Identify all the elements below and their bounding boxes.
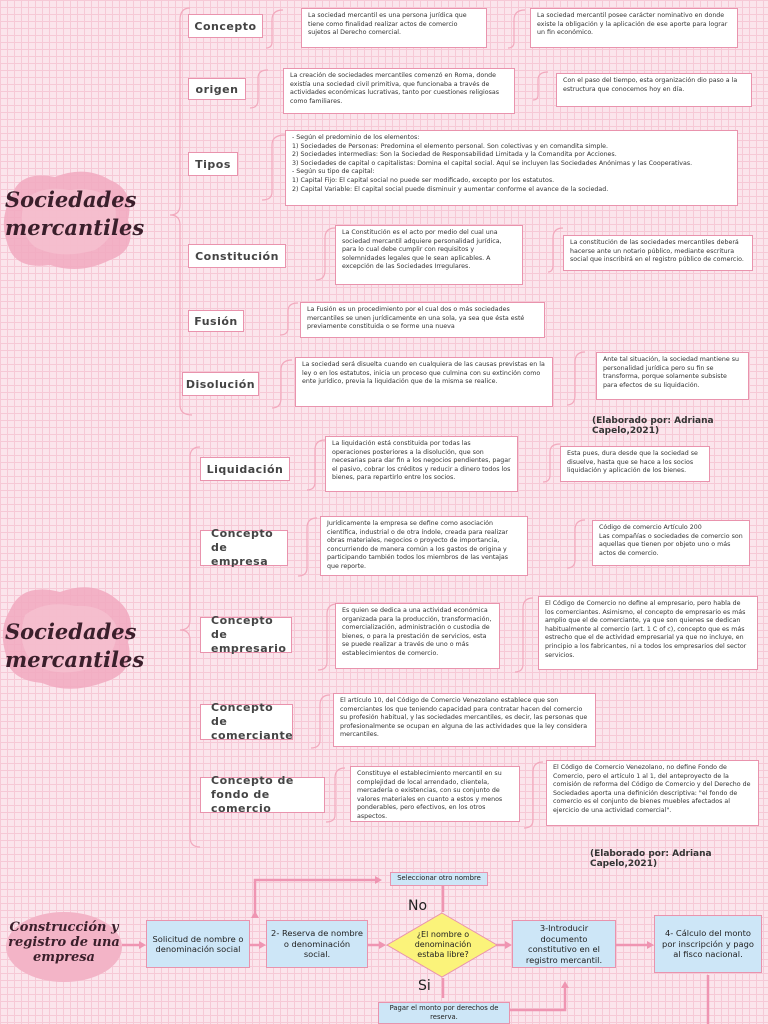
liquidacion-text-1: La liquidación está constituida por todas las operaciones posteriores a la disolución, que son necesarias para dar fin a los negocios pendientes, pagar el pasivo, cobrar los créditos y reducir a dinero todos los bienes, para repartirlo entre los socios.: [325, 436, 518, 492]
label-concepto-comerciante: Concepto de comerciante: [200, 704, 293, 740]
tipos-text: - Según el predominio de los elementos: 1) Sociedades de Personas: Predomina el elemento personal. Son colectivas y en comandita simple. 2) Sociedades intermedias: Son la Sociedad de Responsabilidad Limitada y la Comandita por Acciones. 3) Sociedades de capital o capitalistas: Domina el capital social. Aquí se incluyen las Sociedades Anónimas y las Cooperativas. - Según su tipo de capital: 1) Capital Fijo: El capital social no puede ser modificado, excepto por los estatutos. 2) Capital Variable: El capital social puede disminuir y aumentar conforme el avance de la sociedad.: [285, 130, 738, 206]
decision-text: ¿El nombre o denominación estaba libre?: [414, 930, 472, 959]
disolucion-text-2: Ante tal situación, la sociedad mantiene su personalidad jurídica pero su fin se transforma, porque solamente subsiste para efectos de su liquidación.: [596, 352, 749, 400]
label-disolucion: Disolución: [182, 372, 259, 396]
pay-reservation-box: Pagar el monto por derechos de reserva.: [378, 1002, 510, 1024]
constitucion-text-2: La constitución de las sociedades mercantiles deberá hacerse ante un notario público, mediante escritura social que inscribirá en el registro público de comercio.: [563, 235, 753, 271]
label-origen: origen: [188, 78, 246, 100]
section2-title: Sociedades mercantiles: [5, 619, 145, 672]
select-other-name-box: Seleccionar otro nombre: [390, 872, 488, 886]
step-calculo: 4- Cálculo del monto por inscripción y pago al fisco nacional.: [654, 915, 762, 973]
no-label: No: [408, 898, 428, 914]
label-tipos: Tipos: [188, 152, 238, 176]
yes-label: Si: [418, 978, 431, 994]
constitucion-text-1: La Constitución es el acto por medio del cual una sociedad mercantil adquiere personalidad jurídica, para lo cual debe cumplir con requisitos y solemnidades legales que le sean aplicables. A excepción de las Sociedades Irregulares.: [335, 225, 523, 285]
label-fusion: Fusión: [188, 310, 244, 332]
label-concepto-empresario: Concepto de empresario: [200, 617, 292, 653]
fusion-text: La Fusión es un procedimiento por el cual dos o más sociedades mercantiles se unen jurídicamente en una sola, ya sea que ésta esté previamente constituida o se forme una nueva: [300, 302, 545, 338]
origen-text-2: Con el paso del tiempo, esta organización dio paso a la estructura que conocemos hoy en día.: [556, 73, 752, 107]
label-concepto: Concepto: [188, 14, 263, 38]
empresario-text-2: El Código de Comercio no define al empresario, pero habla de los comerciantes. Asimismo, el concepto de empresario es más amplio que el de comerciante, ya que son quienes se dedican habitualmente al comercio (art. 1 C of c), concepto que es más estrecho que el de actividad empresarial ya que no incluye, en principio a los fabricantes, ni a todos los empresarios del sector servicios.: [538, 596, 758, 670]
disolucion-text-1: La sociedad será disuelta cuando en cualquiera de las causas previstas en la ley o en los estatutos, inicia un proceso que culmina con su extinción como ente jurídico, previa la liquidación que de la misma se realice.: [295, 357, 553, 407]
empresario-text-1: Es quien se dedica a una actividad económica organizada para la producción, transformación, comercialización, administración o custodia de bienes, o para la prestación de servicios, esta se puede realizar a través de uno o más establecimientos de comercio.: [335, 603, 500, 669]
concepto-text-1: La sociedad mercantil es una persona jurídica que tiene como finalidad realizar actos de comercio sujetos al Derecho comercial.: [301, 8, 487, 48]
label-concepto-empresa: Concepto de empresa: [200, 530, 288, 566]
label-constitucion: Constitución: [188, 244, 286, 268]
flow-title: Construcción y registro de una empresa: [8, 920, 120, 965]
origen-text-1: La creación de sociedades mercantiles comenzó en Roma, donde existía una sociedad civil primitiva, que funcionaba a través de actividades económicas lucrativas, tanto por cuestiones religiosas como familiares.: [283, 68, 515, 114]
section1-title: Sociedades mercantiles: [5, 187, 145, 240]
comerciante-text: El artículo 10, del Código de Comercio Venezolano establece que son comerciantes los que teniendo capacidad para contratar hacen del comercio su profesión habitual, y las sociedades mercantiles, es decir, las personas que profesionalmente se ocupan en alguna de las actividades que la ley considera mercantiles.: [333, 693, 596, 747]
credit-1: (Elaborado por: Adriana Capelo,2021): [592, 416, 714, 436]
fondo-text-2: El Código de Comercio Venezolano, no define Fondo de Comercio, pero el artículo 1 al 1, del anteproyecto de la comisión de reforma del Código de Comercio y del Derecho de Sociedades aporta una definición descriptiva: "el fondo de comercio es el conjunto de bienes muebles afectados al ejercicio de una actividad comercial".: [546, 760, 759, 826]
concepto-text-2: La sociedad mercantil posee carácter nominativo en donde existe la obligación y la aplicación de ese aporte para lograr un fin económico.: [530, 8, 738, 48]
step-solicitud: Solicitud de nombre o denominación social: [146, 920, 250, 968]
label-liquidacion: Liquidación: [200, 457, 290, 481]
empresa-text-1: Jurídicamente la empresa se define como asociación científica, industrial o de otra índole, creada para realizar obras materiales, negocios o proyecto de importancia, concurriendo de manera común a los gastos de origina y participando también todos los miembros de las ventajas que reporte.: [320, 516, 528, 576]
fondo-text-1: Constituye el establecimiento mercantil en su complejidad de local arrendado, clientela, mercadería o existencias, con su conjunto de valores materiales en cuanto a estos y menos ponderables, pero efectivos, en los otros aspectos.: [350, 766, 520, 822]
liquidacion-text-2: Esta pues, dura desde que la sociedad se disuelve, hasta que se hace a los socios liquidación y aplicación de los bienes.: [560, 446, 710, 482]
label-concepto-fondo: Concepto de fondo de comercio: [200, 777, 325, 813]
step-documento: 3-Introducir documento constitutivo en el registro mercantil.: [512, 920, 616, 968]
step-reserva: 2- Reserva de nombre o denominación social.: [266, 920, 368, 968]
credit-2: (Elaborado por: Adriana Capelo,2021): [590, 849, 712, 869]
empresa-text-2: Código de comercio Artículo 200 Las compañías o sociedades de comercio son aquellas que tienen por objeto uno o más actos de comercio.: [592, 520, 750, 566]
